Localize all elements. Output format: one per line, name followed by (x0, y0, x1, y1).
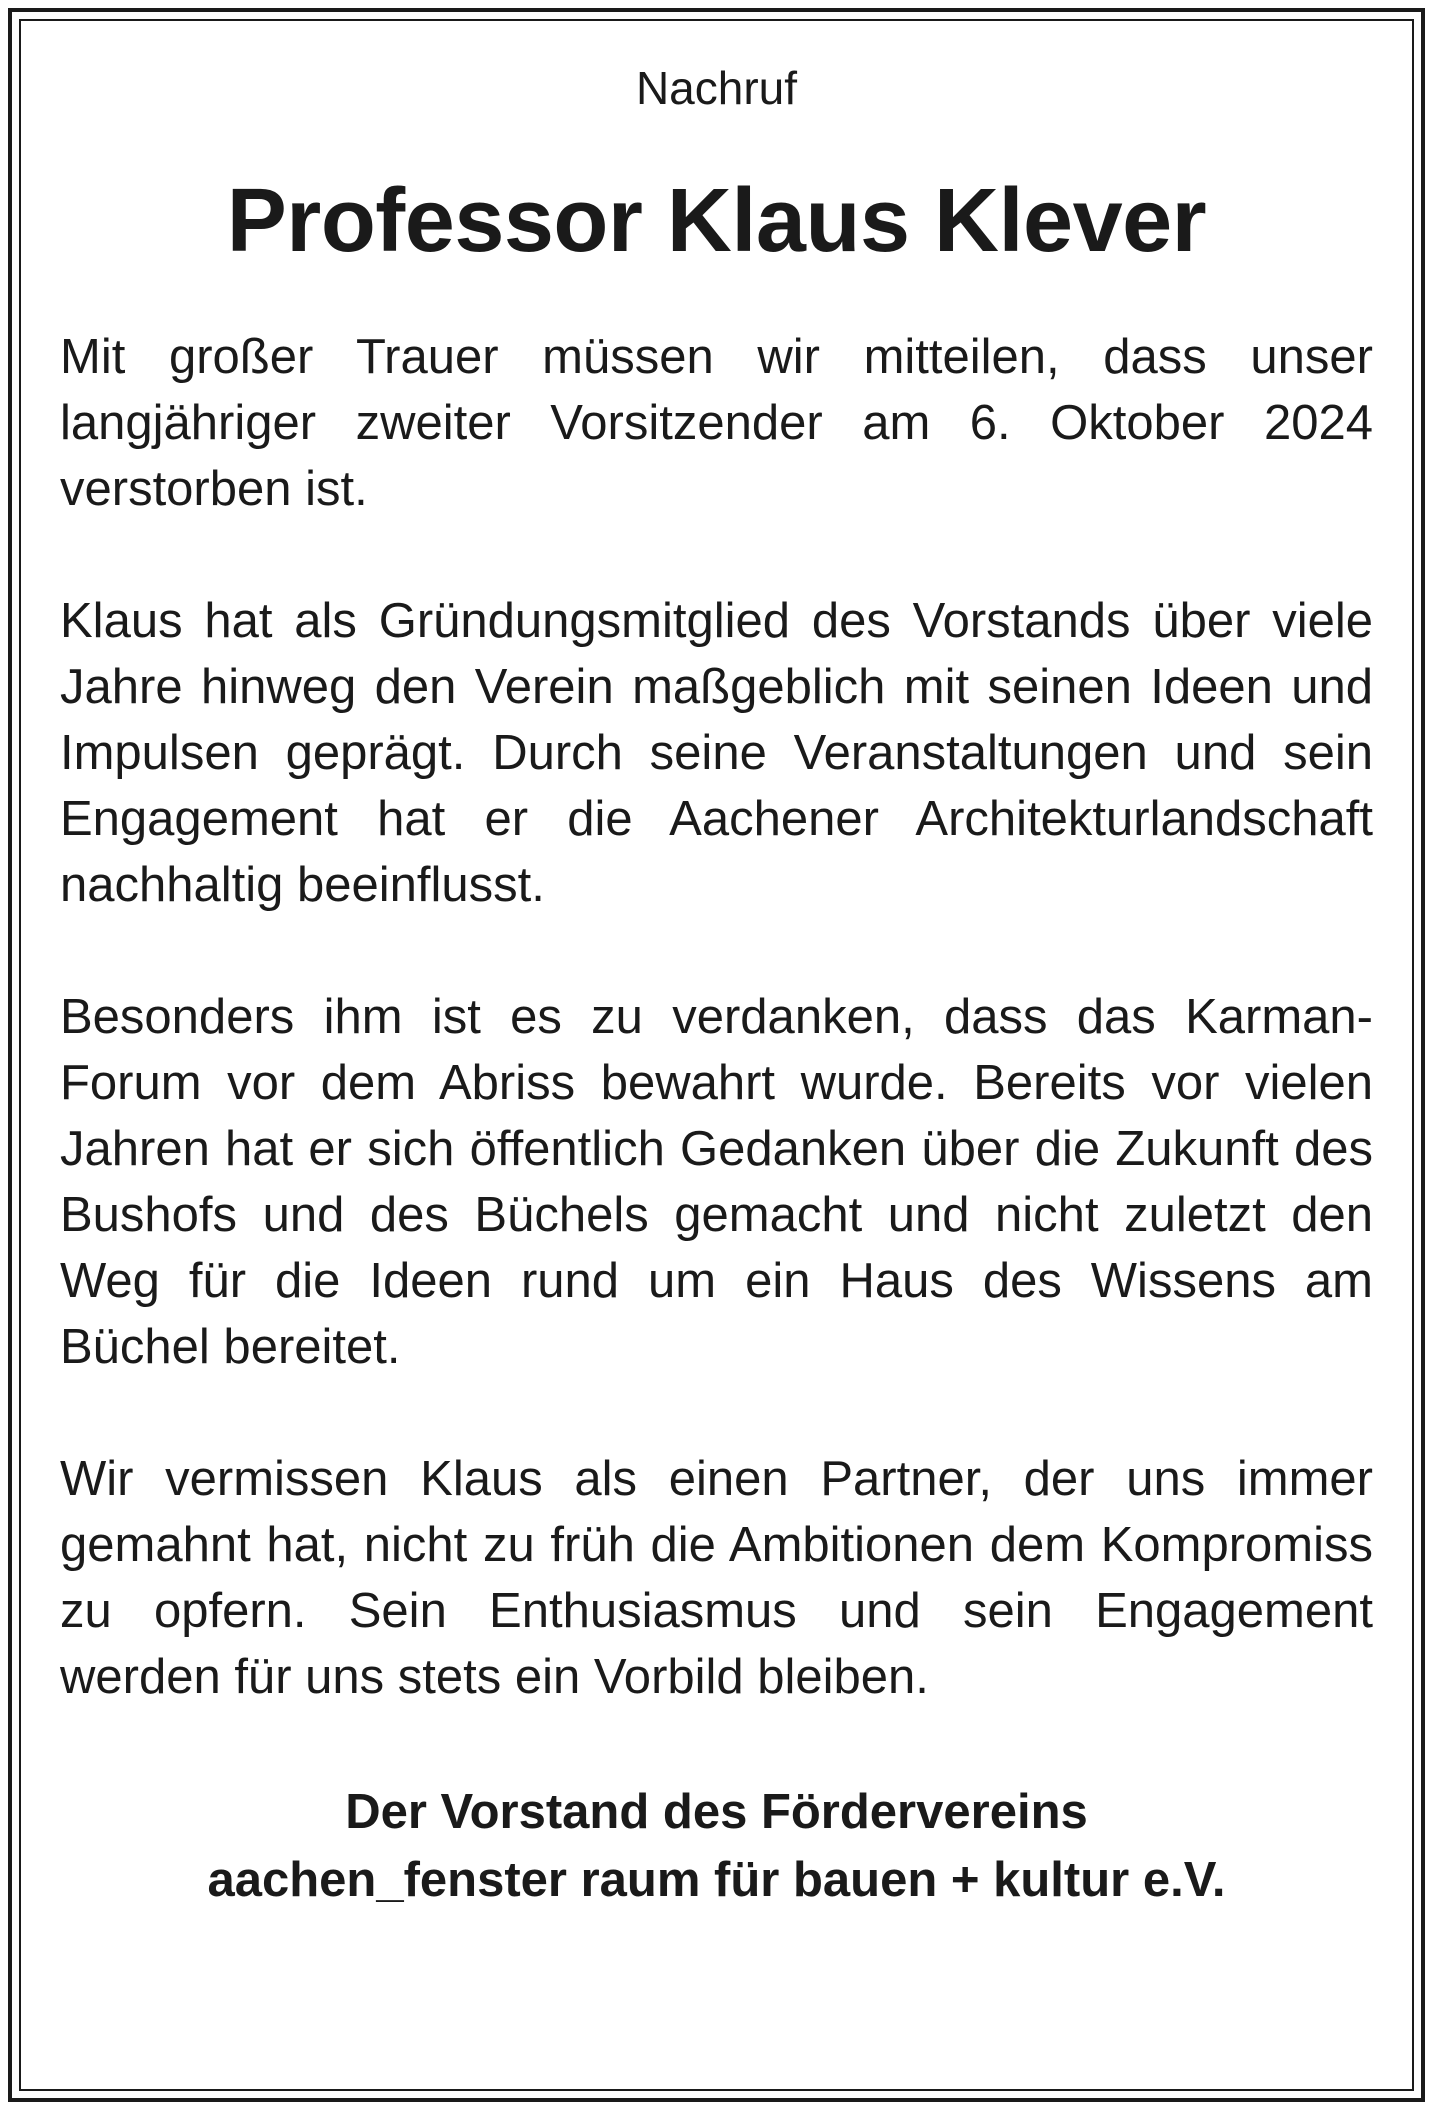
obituary-notice (60, 60, 1373, 1914)
paragraph-remembrance: Wir vermissen Klaus als einen Partner, der uns immer gemahnt hat, nicht zu früh die Ambitionen dem Kompromiss zu opfern. Sein Enthusiasmus und sein Engagement werden für uns stets ein Vorbild bleiben. (60, 1452, 1373, 1704)
paragraph-achievements: Besonders ihm ist es zu verdanken, dass das Karman-Forum vor dem Abriss bewahrt wurde. Bereits vor vielen Jahren hat er sich öffentlich Gedanken über die Zukunft des Bushofs und des Büchels gemacht und nicht zuletzt den Weg für die Ideen rund um ein Haus des Wissens am Büchel bereitet. (60, 990, 1373, 1374)
signature-line-association: aachen_fenster raum für bauen + kultur e.V. (207, 1853, 1226, 1907)
signature-line-board: Der Vorstand des Fördervereins (345, 1785, 1088, 1839)
paragraph-announcement: Mit großer Trauer müssen wir mitteilen, dass unser langjähriger zweiter Vorsitzender am 6. Oktober 2024 verstorben ist. (60, 330, 1373, 516)
paragraph-contribution: Klaus hat als Gründungsmitglied des Vorstands über viele Jahre hinweg den Verein maßgeblich mit seinen Ideen und Impulsen geprägt. Durch seine Veranstaltungen und sein Engagement hat er die Aachener Architekturlandschaft nachhaltig beeinflusst. (60, 594, 1373, 912)
overline-label: Nachruf (635, 62, 798, 114)
deceased-name-title: Professor Klaus Klever (226, 171, 1207, 271)
signature-block (60, 1778, 1373, 1914)
